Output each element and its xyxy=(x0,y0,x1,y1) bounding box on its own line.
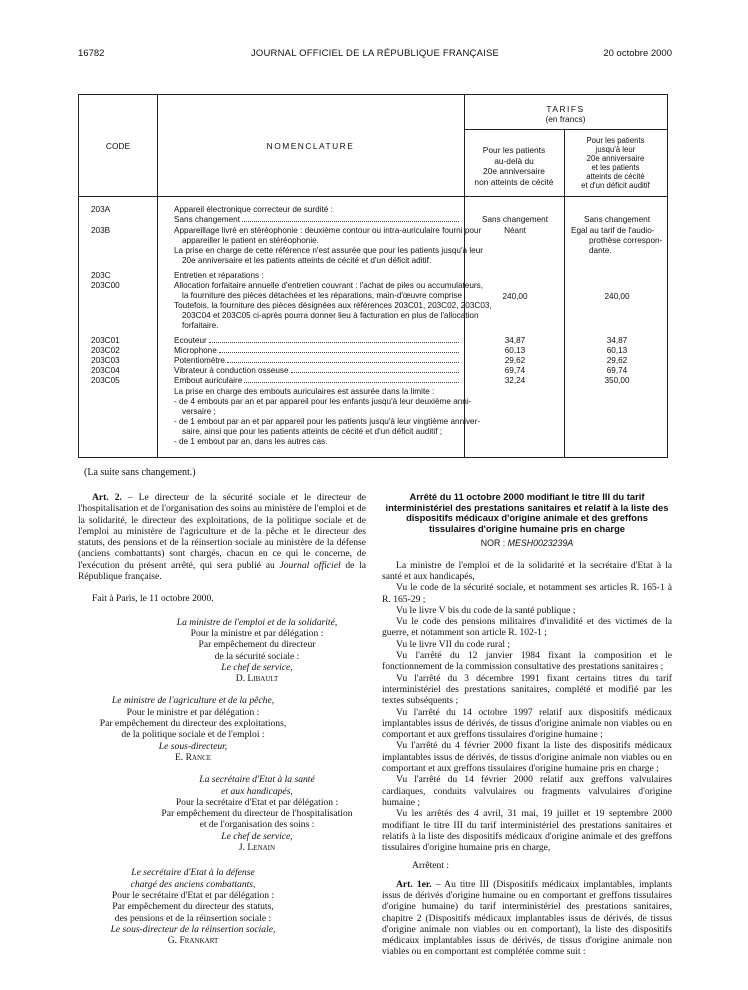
nom-203C00: Allocation forfaitaire annuelle d'entretien couvrant : l'achat de piles ou accumulateurs, la fourniture des pièces détachées et les réparations, main-d'œuvre comprise Toutefois, la fourniture des pièces désignées aux références 203C01, 203C02, 203C03, 203C04 et 203C05 ci-après pourra donner lieu à facturation en plus de l'allocation forfaitaire. xyxy=(174,281,492,330)
vu-2: Vu le livre V bis du code de la santé publique ; xyxy=(396,604,576,616)
vu-7: Vu l'arrêté du 14 octobre 1997 relatif aux dispositifs médicaux implantables issus de dérivés, de tissus d'origine animale non viables ou en comportant et aux greffons tissulaires d'origine humaine ; xyxy=(382,706,672,741)
article-1: Art. 1er. – Au titre III (Dispositifs médicaux implantables, implants issus de dérivés d'origine humaine ou en comportant et greffons tissulaires d'origine humaine) du tarif interministériel des prestations sanitaires, chapitre 2 (Dispositifs médicaux implantables issus de dérivés, de tissus d'origine animale non viables ou en comportant), la liste des dispositifs médicaux implantables issus de dérivés, de tissus d'origine animale non viables ou en comportant est complétée comme suit : xyxy=(382,878,672,958)
fait-a-paris: Fait à Paris, le 11 octobre 2000. xyxy=(92,593,214,605)
tarif2-203A: Sans changement xyxy=(584,215,650,224)
vu-5: Vu l'arrêté du 12 janvier 1984 fixant la composition et le fonctionnement de la commission consultative des prestations sanitaires ; xyxy=(382,650,672,673)
col-header-nomenclature: NOMENCLATURE xyxy=(266,141,355,151)
tarif1-203A: Sans changement xyxy=(482,215,548,224)
tarif1-203B: Néant xyxy=(504,226,526,235)
signature-block-1: La ministre de l'emploi et de la solidarité, Pour la ministre et par délégation : Par empêchement du directeur de la sécurité sociale : Le chef de service, D. Libault xyxy=(176,616,338,685)
tarif2-203C05: 350,00 xyxy=(604,376,630,385)
vu-3: Vu le code des pensions militaires d'invalidité et des victimes de la guerre, et notamment son article R. 102-1 ; xyxy=(382,616,672,639)
nom-203A: Appareil électronique correcteur de surdité : Sans changement xyxy=(174,205,529,225)
issue-date: 20 octobre 2000 xyxy=(603,48,672,59)
tarifs-title: TARIFS xyxy=(546,104,585,114)
code-203C05: 203C05 xyxy=(91,376,120,385)
nom-203C01: Ecouteur xyxy=(174,336,459,346)
nom-203B: Appareillage livré en stéréophonie : deuxième contour ou intra-auriculaire fourni pour appareiller le patient en stéréophonie. La prise en charge de cette référence n'est assurée que pour les patients jusqu'à leur 20e anniversaire et les patients atteints de cécité et d'un déficit aditif. xyxy=(174,226,483,265)
tarif2-203C00: 240,00 xyxy=(604,292,630,301)
nom-203C02: Microphone xyxy=(174,346,459,356)
tarif1-203C04: 69,74 xyxy=(504,366,526,375)
code-203A: 203A xyxy=(91,205,111,214)
vu-8: Vu l'arrêté du 4 février 2000 fixant la liste des dispositifs médicaux implantables issus de dérivés, de tissus d'origine animale non viables ou en comportant et aux greffons tissulaires d'origine humaine pris en charge ; xyxy=(382,740,672,775)
col-header-tarif1: Pour les patients au-delà du 20e anniversaire non atteints de cécité xyxy=(474,145,554,187)
nor-reference: NOR : MESH0023239A xyxy=(480,538,574,549)
tarif1-203C02: 60,13 xyxy=(504,346,526,355)
arrete-title: Arrêté du 11 octobre 2000 modifiant le titre III du tarif interministériel des prestations sanitaires et relatif à la liste des dispositifs médicaux d'origine animale et des greffons tissulaires d'origine humaine pris en charge xyxy=(385,491,669,534)
tarif2-203C04: 69,74 xyxy=(606,366,628,375)
code-203C04: 203C04 xyxy=(91,366,120,375)
code-203C03: 203C03 xyxy=(91,356,120,365)
arretent: Arrêtent : xyxy=(412,860,450,872)
signature-block-2: Le ministre de l'agriculture et de la pêche, Pour le ministre et par délégation : Par empêchement du directeur des exploitations, de la politique sociale et de l'emploi : Le sous-directeur, E. Rance xyxy=(99,695,287,763)
intro: La ministre de l'emploi et de la solidarité et la secrétaire d'Etat à la santé et aux handicapés, xyxy=(382,559,672,582)
tarif1-203C01: 34,87 xyxy=(504,336,526,345)
tarif1-203C00: 240,00 xyxy=(502,292,528,301)
page-header xyxy=(78,48,672,62)
right-column xyxy=(382,492,672,958)
code-203C01: 203C01 xyxy=(91,336,120,345)
col-header-tarif2: Pour les patients jusqu'à leur 20e anniversaire et les patients atteints de cécité et d'un déficit auditif xyxy=(581,136,650,190)
journal-title: JOURNAL OFFICIEL DE LA RÉPUBLIQUE FRANÇAISE xyxy=(250,48,500,59)
nom-203C: Entretien et réparations : xyxy=(174,271,264,280)
left-column xyxy=(78,492,366,946)
code-203C: 203C xyxy=(91,271,111,280)
code-203C00: 203C00 xyxy=(91,281,120,290)
tarif-table xyxy=(78,94,668,458)
page-number: 16782 xyxy=(78,48,105,59)
article-2: Art. 2. – Le directeur de la sécurité sociale et le directeur de l'hospitalisation et de l'organisation des soins au ministère de l'emploi et de la solidarité, le directeur des exploitations, de la politique sociale et de l'emploi au ministère de l'agriculture et de la pêche et le directeur des statuts, des pensions et de la réinsertion sociale au ministère de la défense (anciens combattants) sont chargés, chacun en ce qui le concerne, de l'exécution du présent arrêté, qui sera publié au Journal officiel de la République française. xyxy=(78,492,367,583)
nom-203C05: Embout auriculaire xyxy=(174,376,459,386)
tarif2-203B: Egal au tarif de l'audio- prothèse correspon- dante. xyxy=(571,226,663,255)
vu-6: Vu l'arrêté du 3 décembre 1991 fixant certains titres du tarif interministériel des prestations sanitaires, complété et modifié par les textes subséquents ; xyxy=(382,672,672,707)
nom-203C03: Potentiomètre xyxy=(174,356,459,366)
vu-1: Vu le code de la sécurité sociale, et notamment ses articles R. 165-1 à R. 165-29 ; xyxy=(382,582,672,605)
vu-9: Vu l'arrêté du 14 février 2000 relatif aux greffons valvulaires cardiaques, conduits valvulaires ou fragments valvulaires d'origine humaine ; xyxy=(382,774,672,808)
signature-block-4: Le secrétaire d'Etat à la défense chargé des anciens combattants, Pour le secrétaire d'Etat et par délégation : Par empêchement du directeur des statuts, des pensions et de la réinsertion sociale : Le sous-directeur de la réinsertion sociale, G. Frankart xyxy=(110,867,276,947)
tarif2-203C02: 60,13 xyxy=(606,346,628,355)
tarif2-203C01: 34,87 xyxy=(606,336,628,345)
nom-203C04: Vibrateur à conduction osseuse xyxy=(174,366,459,376)
signature-block-3: La secrétaire d'Etat à la santé et aux handicapés, Pour la secrétaire d'Etat et par délégation : Par empêchement du directeur de l'hospitalisation et de l'organisation des soins : Le chef de service, J. Lenain xyxy=(161,774,353,854)
vu-4: Vu le livre VII du code rural ; xyxy=(396,638,511,650)
tarifs-unit: (en francs) xyxy=(545,114,586,124)
suite-note: (La suite sans changement.) xyxy=(84,467,196,478)
vu-10: Vu les arrêtés des 4 avril, 31 mai, 19 juillet et 19 septembre 2000 modifiant le titre III du tarif interministériel des prestations sanitaires et relatifs à la liste des dispositifs médicaux d'origine animale et des greffons tissulaires d'origine humaine pris en charge, xyxy=(382,808,672,854)
code-203B: 203B xyxy=(91,226,111,235)
tarif2-203C03: 29,62 xyxy=(606,356,628,365)
tarif1-203C05: 32,24 xyxy=(504,376,526,385)
tarif1-203C03: 29,62 xyxy=(504,356,526,365)
code-203C02: 203C02 xyxy=(91,346,120,355)
embouts-notes: La prise en charge des embouts auriculaires est assurée dans la limite : - de 4 embouts par an et par appareil pour les enfants jusqu'à leur deuxième anni- versaire ; - de 1 embout par an et par appareil pour les patients jusqu'à leur vingtième anniver- saire, ainsi que pour les patients atteints de cécité et d'un déficit auditif ; - de 1 embout par an, dans les autres cas. xyxy=(174,387,481,446)
col-header-code: CODE xyxy=(105,141,131,151)
